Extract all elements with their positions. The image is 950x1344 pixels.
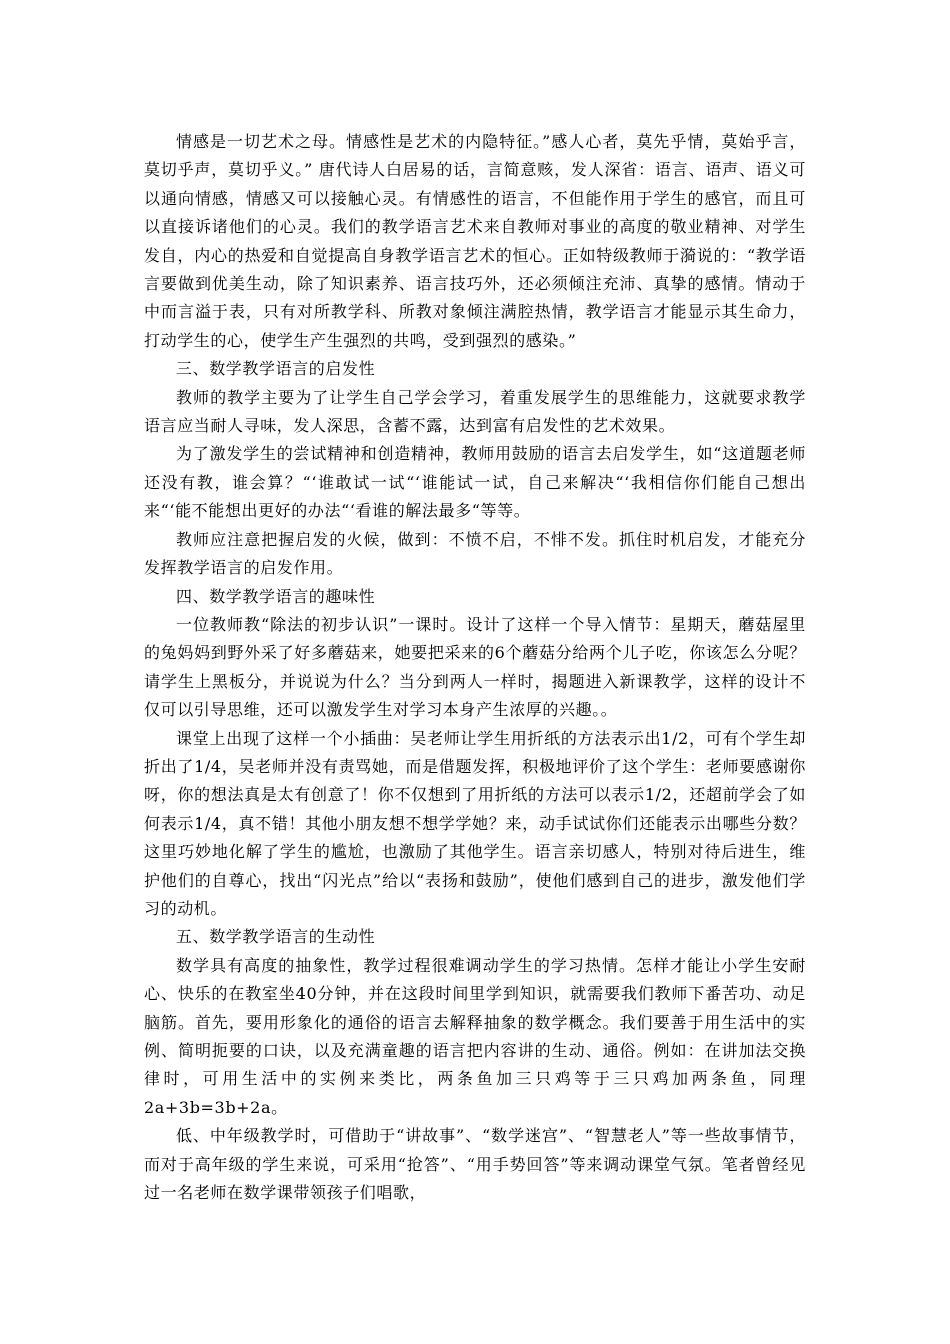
document-body bbox=[144, 128, 806, 1207]
paragraph-interest-folding: 课堂上出现了这样一个小插曲：吴老师让学生用折纸的方法表示出1/2，可有个学生却折出了1/4，吴老师并没有责骂她，而是借题发挥，积极地评价了这个学生：老师要感谢你呀，你的想法真是太有创意了！你不仅想到了用折纸的方法可以表示1/2，还超前学会了如何表示1/4，真不错！其他小朋友想不想学学她？来，动手试试你们还能表示出哪些分数？这里巧妙地化解了学生的尴尬，也激励了其他学生。语言亲切感人，特别对待后进生，维护他们的自尊心，找出“闪光点”给以“表扬和鼓励”，使他们感到自己的进步，激发他们学习的动机。 bbox=[144, 728, 806, 918]
paragraph-vivid-stories: 低、中年级教学时，可借助于“讲故事”、“数学迷宫”、“智慧老人”等一些故事情节，而对于高年级的学生来说，可采用“抢答”、“用手势回答”等来调动课堂气氛。笔者曾经见过一名老师在数学课带领孩子们唱歌， bbox=[144, 1126, 806, 1203]
paragraph-inspiration-timing: 教师应注意把握启发的火候，做到：不愤不启，不悱不发。抓住时机启发，才能充分发挥教学语言的启发作用。 bbox=[144, 529, 806, 578]
paragraph-inspiration-intro: 教师的教学主要为了让学生自己学会学习，着重发展学生的思维能力，这就要求教学语言应当耐人寻味，发人深思，含蓄不露，达到富有启发性的艺术效果。 bbox=[144, 387, 806, 436]
paragraph-inspiration-examples: 为了激发学生的尝试精神和创造精神，教师用鼓励的语言去启发学生，如“这道题老师还没有教，谁会算？“‘谁敢试一试“‘谁能试一试，自己来解决“‘我相信你们能自己想出来“‘能不能想出更好的办法“‘看谁的解法最多“等等。 bbox=[144, 444, 806, 521]
section-heading-3: 三、数学教学语言的启发性 bbox=[176, 359, 376, 379]
paragraph-vivid-abstract: 数学具有高度的抽象性，教学过程很难调动学生的学习热情。怎样才能让小学生安耐心、快乐的在教室坐40分钟，并在这段时间里学到知识，就需要我们教师下番苦功、动足脑筋。首先，要用形象化的通俗的语言去解释抽象的数学概念。我们要善于用生活中的实例、简明扼要的口诀，以及充满童趣的语言把内容讲的生动、通俗。例如：在讲加法交换律时，可用生活中的实例来类比，两条鱼加三只鸡等于三只鸡加两条鱼，同理2a+3b=3b+2a。 bbox=[144, 955, 806, 1117]
paragraph-interest-division: 一位教师教“除法的初步认识”一课时。设计了这样一个导入情节：星期天，蘑菇屋里的兔妈妈到野外采了好多蘑菇来，她要把采来的6个蘑菇分给两个儿子吃，你该怎么分呢？请学生上黑板分，并说说为什么？当分到两人一样时，揭题进入新课教学，这样的设计不仅可以引导思维，还可以激发学生对学习本身产生浓厚的兴趣。。 bbox=[144, 614, 806, 720]
section-heading-4: 四、数学教学语言的趣味性 bbox=[176, 586, 376, 606]
section-heading-5: 五、数学教学语言的生动性 bbox=[176, 927, 376, 947]
paragraph-emotion: 情感是一切艺术之母。情感性是艺术的内隐特征。”感人心者，莫先乎情，莫始乎言，莫切乎声，莫切乎义。” 唐代诗人白居易的话，言简意赅，发人深省：语言、语声、语义可以通向情感，情感又可以接触心灵。有情感性的语言，不但能作用于学生的感官，而且可以直接诉诸他们的心灵。我们的教学语言艺术来自教师对事业的高度的敬业精神、对学生发自，内心的热爱和自觉提高自身教学语言艺术的恒心。正如特级教师于漪说的：“教学语言要做到优美生动，除了知识素养、语言技巧外，还必须倾注充沛、真挚的感情。情动于中而言溢于表，只有对所教学科、所教对象倾注满腔热情，教学语言才能显示其生命力，打动学生的心，使学生产生强烈的共鸣，受到强烈的感染。” bbox=[144, 132, 806, 350]
